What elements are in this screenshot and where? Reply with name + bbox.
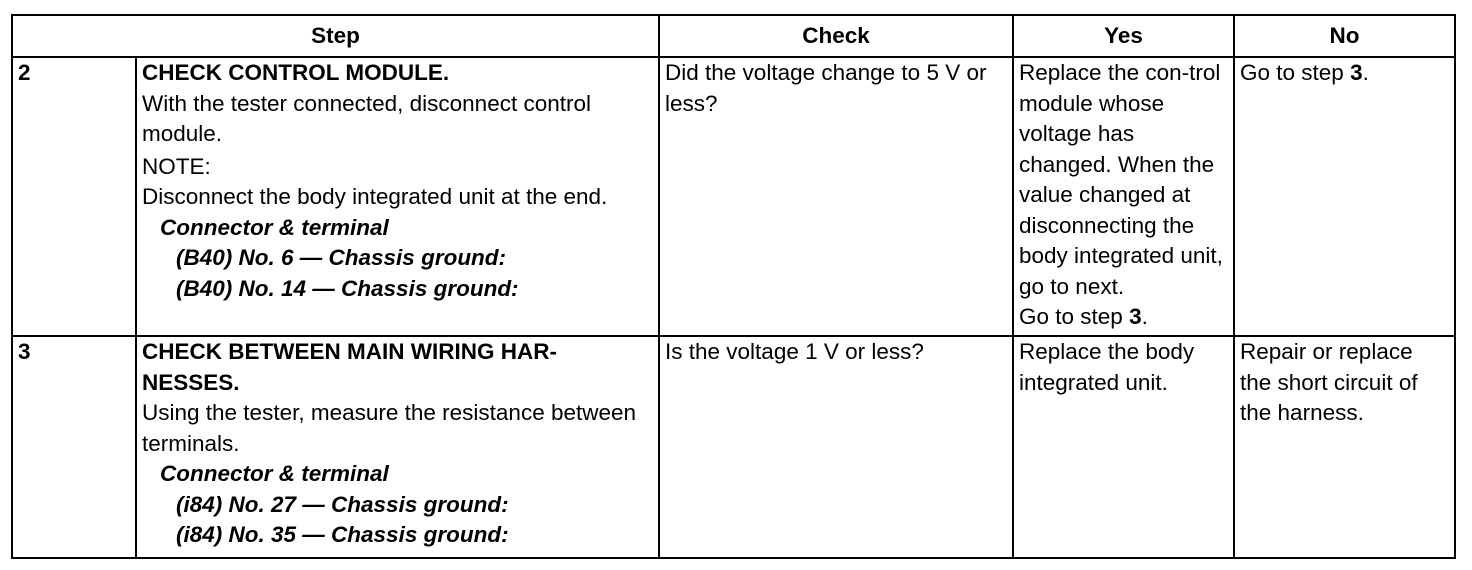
no-cell [1234, 57, 1455, 336]
terminal-item: (i84) No. 27 — Chassis ground: [176, 491, 509, 517]
step-description [136, 336, 659, 558]
terminal-item: (i84) No. 35 — Chassis ground: [176, 522, 509, 547]
check-text: Did the voltage change to 5 V or less? [665, 60, 987, 116]
goto-text: Go to step [1019, 304, 1130, 329]
header-row [12, 15, 1455, 57]
yes-cell [1013, 336, 1234, 558]
goto-end: . [1141, 304, 1148, 329]
check-text: Is the voltage 1 V or less? [665, 339, 924, 364]
terminal-item: (B40) No. 6 — Chassis ground: [176, 245, 507, 270]
yes-cell [1013, 57, 1234, 336]
step-number: 2 [12, 57, 136, 336]
check-cell [659, 336, 1013, 558]
yes-text: Replace the body integrated unit. [1019, 339, 1195, 395]
header-step: Step [12, 15, 659, 57]
header-check: Check [659, 15, 1013, 57]
step-title: CHECK BETWEEN MAIN WIRING HAR- [142, 339, 557, 364]
step-description [136, 57, 659, 336]
table-row-step-2 [12, 57, 1455, 336]
step-number: 3 [12, 336, 136, 558]
header-no: No [1234, 15, 1455, 57]
table-row-step-3 [12, 336, 1455, 558]
connector-label: Connector & terminal [160, 461, 389, 486]
diagnostic-table [11, 14, 1456, 559]
note-label: NOTE: [142, 153, 211, 179]
yes-goto [1019, 302, 1229, 333]
goto-text: Go to step [1240, 60, 1351, 85]
no-text: Repair or replace the short circuit of the harness. [1240, 339, 1418, 425]
note-text: Disconnect the body integrated unit at the end. [142, 184, 608, 209]
no-goto [1240, 58, 1450, 89]
header-yes: Yes [1013, 15, 1234, 57]
step-instruction: With the tester connected, disconnect control module. [142, 90, 591, 146]
no-cell [1234, 336, 1455, 558]
step-title: CHECK CONTROL MODULE. [142, 60, 450, 85]
step-instruction: Using the tester, measure the resistance between terminals. [142, 400, 637, 456]
check-cell [659, 57, 1013, 336]
step-title-continued: NESSES. [142, 369, 240, 395]
step-reference: 3 [1129, 304, 1142, 329]
connector-label: Connector & terminal [160, 214, 389, 240]
terminal-item: (B40) No. 14 — Chassis ground: [176, 275, 519, 301]
goto-end: . [1362, 60, 1369, 85]
yes-text: Replace the con-trol module whose voltage has changed. When the value changed at disconnecting the body integrated unit, go to next. [1019, 60, 1223, 299]
step-reference: 3 [1350, 60, 1363, 85]
